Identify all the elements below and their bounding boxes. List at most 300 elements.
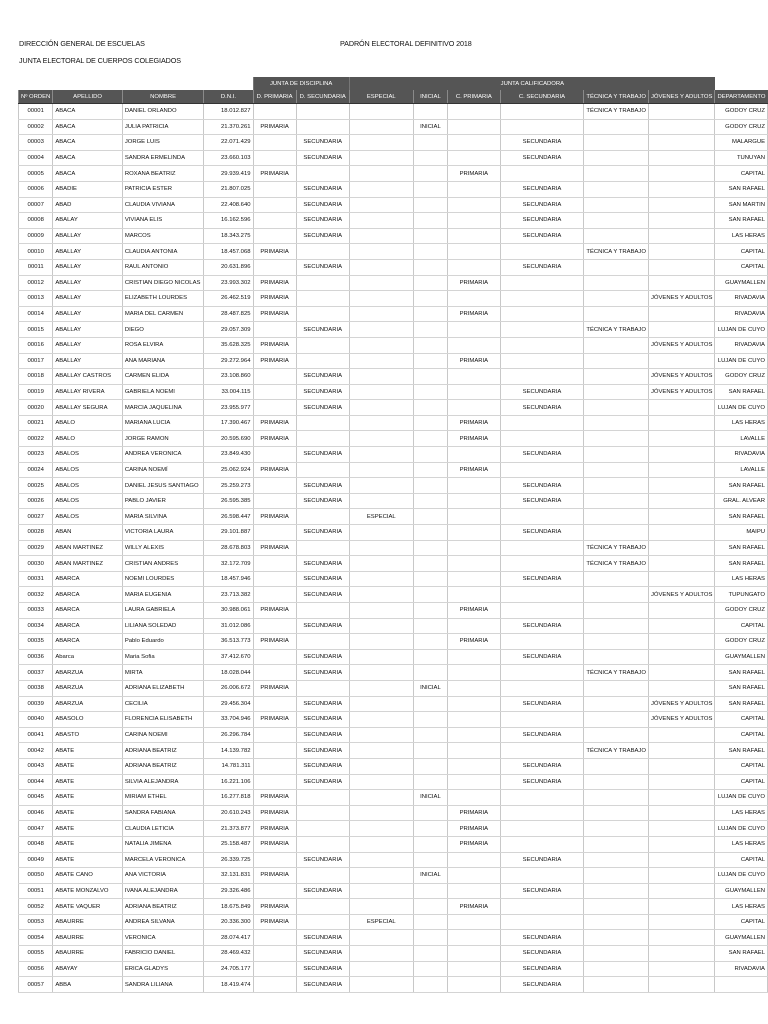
table-cell: 00052 bbox=[19, 899, 53, 915]
table-cell bbox=[648, 493, 714, 509]
table-cell bbox=[349, 478, 413, 494]
table-cell: ABATE bbox=[53, 821, 122, 837]
table-cell bbox=[253, 571, 296, 587]
table-cell: 29.939.419 bbox=[204, 166, 253, 182]
table-cell bbox=[296, 353, 349, 369]
table-cell bbox=[500, 899, 584, 915]
table-cell: ABARCA bbox=[53, 571, 122, 587]
table-cell bbox=[584, 228, 649, 244]
table-cell: ESPECIAL bbox=[349, 509, 413, 525]
table-cell: 00010 bbox=[19, 244, 53, 260]
table-cell: PRIMARIA bbox=[253, 821, 296, 837]
table-cell: ADRIANA BEATRIZ bbox=[122, 899, 204, 915]
table-cell: 00004 bbox=[19, 150, 53, 166]
table-cell: ABALLAY bbox=[53, 306, 122, 322]
table-cell: 21.373.877 bbox=[204, 821, 253, 837]
table-cell: 00015 bbox=[19, 322, 53, 338]
table-cell bbox=[296, 821, 349, 837]
table-cell: CAPITAL bbox=[715, 914, 768, 930]
table-cell: VERONICA bbox=[122, 930, 204, 946]
table-cell: SECUNDARIA bbox=[296, 228, 349, 244]
table-cell bbox=[448, 525, 500, 541]
table-cell: 00014 bbox=[19, 306, 53, 322]
table-row bbox=[19, 119, 768, 135]
table-cell bbox=[413, 852, 447, 868]
table-cell bbox=[413, 369, 447, 385]
table-cell: 29.101.887 bbox=[204, 525, 253, 541]
table-row bbox=[19, 244, 768, 260]
table-cell: RIVADAVIA bbox=[715, 291, 768, 307]
table-cell: ABACA bbox=[53, 135, 122, 151]
table-cell bbox=[448, 696, 500, 712]
table-cell: PRIMARIA bbox=[253, 603, 296, 619]
column-header: Nº ORDEN bbox=[19, 90, 53, 104]
table-cell bbox=[349, 852, 413, 868]
column-header: TÉCNICA Y TRABAJO bbox=[584, 90, 649, 104]
table-cell: INICIAL bbox=[413, 119, 447, 135]
table-cell bbox=[448, 478, 500, 494]
table-cell bbox=[584, 883, 649, 899]
table-cell bbox=[448, 104, 500, 120]
table-cell: LAS HERAS bbox=[715, 228, 768, 244]
table-cell bbox=[648, 447, 714, 463]
table-cell: ABATE bbox=[53, 805, 122, 821]
table-row bbox=[19, 727, 768, 743]
table-cell: ROXANA BEATRIZ bbox=[122, 166, 204, 182]
table-cell bbox=[584, 790, 649, 806]
table-cell: CLAUDIA LETICIA bbox=[122, 821, 204, 837]
table-cell bbox=[413, 930, 447, 946]
column-header: C. SECUNDARIA bbox=[500, 90, 584, 104]
table-cell bbox=[296, 868, 349, 884]
table-cell: NATALIA JIMENA bbox=[122, 836, 204, 852]
table-cell: ABATE bbox=[53, 774, 122, 790]
table-cell: ELIZABETH LOURDES bbox=[122, 291, 204, 307]
table-cell: CAPITAL bbox=[715, 244, 768, 260]
table-cell bbox=[648, 821, 714, 837]
table-cell bbox=[349, 369, 413, 385]
column-header: NOMBRE bbox=[122, 90, 204, 104]
table-cell: 25.158.487 bbox=[204, 836, 253, 852]
table-cell bbox=[584, 696, 649, 712]
table-cell: ABAN MARTINEZ bbox=[53, 556, 122, 572]
table-cell: PRIMARIA bbox=[253, 119, 296, 135]
table-cell bbox=[448, 977, 500, 993]
table-cell bbox=[413, 899, 447, 915]
table-cell bbox=[584, 213, 649, 229]
table-cell bbox=[448, 540, 500, 556]
table-cell: PRIMARIA bbox=[253, 353, 296, 369]
table-cell bbox=[584, 930, 649, 946]
table-cell bbox=[500, 540, 584, 556]
table-cell: ABAURRE bbox=[53, 914, 122, 930]
table-cell: FABRICIO DANIEL bbox=[122, 946, 204, 962]
table-cell: 00031 bbox=[19, 571, 53, 587]
table-cell bbox=[413, 556, 447, 572]
table-cell: ANA VICTORIA bbox=[122, 868, 204, 884]
table-cell bbox=[648, 166, 714, 182]
table-cell: ABATE bbox=[53, 852, 122, 868]
table-cell: CAPITAL bbox=[715, 852, 768, 868]
table-cell: CAPITAL bbox=[715, 166, 768, 182]
table-cell: SECUNDARIA bbox=[500, 946, 584, 962]
column-header: ESPECIAL bbox=[349, 90, 413, 104]
table-cell bbox=[448, 135, 500, 151]
table-cell: TÉCNICA Y TRABAJO bbox=[584, 743, 649, 759]
table-cell bbox=[413, 104, 447, 120]
table-cell: ABADIE bbox=[53, 181, 122, 197]
table-cell bbox=[448, 852, 500, 868]
table-cell: ABARCA bbox=[53, 603, 122, 619]
table-cell bbox=[500, 680, 584, 696]
table-cell bbox=[648, 306, 714, 322]
table-cell bbox=[253, 369, 296, 385]
table-cell: PRIMARIA bbox=[253, 868, 296, 884]
table-cell: 28.487.825 bbox=[204, 306, 253, 322]
table-cell: 00020 bbox=[19, 400, 53, 416]
table-cell bbox=[584, 181, 649, 197]
table-cell: ABALOS bbox=[53, 509, 122, 525]
table-cell bbox=[648, 961, 714, 977]
table-cell: SECUNDARIA bbox=[500, 525, 584, 541]
table-cell: 16.221.106 bbox=[204, 774, 253, 790]
table-cell bbox=[448, 680, 500, 696]
table-cell bbox=[413, 181, 447, 197]
table-cell: ABALAY bbox=[53, 213, 122, 229]
table-cell bbox=[448, 914, 500, 930]
table-cell: SECUNDARIA bbox=[500, 774, 584, 790]
table-cell: MARCOS bbox=[122, 228, 204, 244]
group-junta-calificadora: JUNTA CALIFICADORA bbox=[349, 77, 715, 90]
table-cell: GODOY CRUZ bbox=[715, 104, 768, 120]
table-cell bbox=[648, 774, 714, 790]
table-cell bbox=[349, 883, 413, 899]
table-cell: SECUNDARIA bbox=[296, 556, 349, 572]
table-cell bbox=[500, 743, 584, 759]
table-cell bbox=[296, 166, 349, 182]
table-cell: CAPITAL bbox=[715, 618, 768, 634]
table-cell: ABATE bbox=[53, 790, 122, 806]
table-cell: LUJAN DE CUYO bbox=[715, 790, 768, 806]
table-cell bbox=[349, 197, 413, 213]
table-cell: 00056 bbox=[19, 961, 53, 977]
table-cell bbox=[584, 509, 649, 525]
table-cell: PRIMARIA bbox=[253, 244, 296, 260]
table-cell: SECUNDARIA bbox=[500, 228, 584, 244]
table-cell: SECUNDARIA bbox=[296, 696, 349, 712]
table-cell bbox=[349, 462, 413, 478]
table-cell: RIVADAVIA bbox=[715, 337, 768, 353]
table-cell: 16.277.818 bbox=[204, 790, 253, 806]
table-row bbox=[19, 587, 768, 603]
table-cell bbox=[253, 493, 296, 509]
table-row bbox=[19, 540, 768, 556]
table-cell: 18.675.849 bbox=[204, 899, 253, 915]
table-cell bbox=[349, 431, 413, 447]
table-cell: ABALLAY bbox=[53, 259, 122, 275]
table-cell bbox=[253, 150, 296, 166]
table-row bbox=[19, 509, 768, 525]
table-cell: SECUNDARIA bbox=[296, 384, 349, 400]
table-cell: SECUNDARIA bbox=[500, 883, 584, 899]
table-cell bbox=[413, 603, 447, 619]
table-cell: 00051 bbox=[19, 883, 53, 899]
table-cell bbox=[584, 135, 649, 151]
table-cell: ABAURRE bbox=[53, 946, 122, 962]
table-cell bbox=[648, 883, 714, 899]
table-cell: LUJAN DE CUYO bbox=[715, 400, 768, 416]
table-cell: SAN RAFAEL bbox=[715, 181, 768, 197]
table-cell: PRIMARIA bbox=[448, 462, 500, 478]
table-row bbox=[19, 415, 768, 431]
table-row bbox=[19, 556, 768, 572]
table-cell bbox=[584, 587, 649, 603]
table-cell: SECUNDARIA bbox=[296, 758, 349, 774]
table-cell: SAN RAFAEL bbox=[715, 213, 768, 229]
table-cell: NOEMI LOURDES bbox=[122, 571, 204, 587]
table-cell: 33.004.115 bbox=[204, 384, 253, 400]
table-cell: 23.660.103 bbox=[204, 150, 253, 166]
table-cell bbox=[648, 228, 714, 244]
table-cell: SECUNDARIA bbox=[296, 213, 349, 229]
table-row bbox=[19, 758, 768, 774]
table-cell bbox=[253, 727, 296, 743]
table-cell: 00027 bbox=[19, 509, 53, 525]
table-cell bbox=[584, 431, 649, 447]
table-cell: ABARZUA bbox=[53, 680, 122, 696]
table-cell: SECUNDARIA bbox=[296, 774, 349, 790]
table-cell: SECUNDARIA bbox=[500, 961, 584, 977]
table-cell: ERICA GLADYS bbox=[122, 961, 204, 977]
table-cell: PRIMARIA bbox=[253, 540, 296, 556]
table-cell bbox=[584, 603, 649, 619]
table-cell: SECUNDARIA bbox=[296, 883, 349, 899]
column-header: C. PRIMARIA bbox=[448, 90, 500, 104]
table-cell: ABARCA bbox=[53, 618, 122, 634]
table-cell bbox=[413, 587, 447, 603]
table-cell: CLAUDIA VIVIANA bbox=[122, 197, 204, 213]
table-cell: ABBA bbox=[53, 977, 122, 993]
table-cell bbox=[349, 727, 413, 743]
table-cell: SECUNDARIA bbox=[500, 213, 584, 229]
table-cell: TUNUYAN bbox=[715, 150, 768, 166]
table-cell bbox=[296, 244, 349, 260]
table-cell bbox=[253, 447, 296, 463]
table-cell: PRIMARIA bbox=[253, 291, 296, 307]
table-body bbox=[19, 104, 768, 993]
table-cell: PRIMARIA bbox=[448, 415, 500, 431]
table-cell bbox=[296, 306, 349, 322]
table-cell bbox=[500, 322, 584, 338]
table-cell: 29.057.309 bbox=[204, 322, 253, 338]
table-cell bbox=[349, 774, 413, 790]
table-cell bbox=[584, 727, 649, 743]
table-cell: ABACA bbox=[53, 119, 122, 135]
table-cell: SECUNDARIA bbox=[296, 135, 349, 151]
table-cell: 00035 bbox=[19, 634, 53, 650]
table-cell bbox=[253, 977, 296, 993]
table-cell bbox=[648, 634, 714, 650]
table-cell bbox=[413, 774, 447, 790]
table-cell bbox=[253, 883, 296, 899]
table-cell: 00049 bbox=[19, 852, 53, 868]
table-cell bbox=[448, 213, 500, 229]
table-cell bbox=[584, 337, 649, 353]
table-cell bbox=[584, 166, 649, 182]
table-cell bbox=[584, 493, 649, 509]
table-cell: 00033 bbox=[19, 603, 53, 619]
table-cell: PRIMARIA bbox=[448, 353, 500, 369]
table-cell bbox=[413, 462, 447, 478]
column-header-row bbox=[19, 90, 768, 104]
table-cell bbox=[253, 322, 296, 338]
table-cell bbox=[296, 415, 349, 431]
table-cell bbox=[349, 930, 413, 946]
table-cell bbox=[349, 400, 413, 416]
table-row bbox=[19, 712, 768, 728]
table-cell bbox=[584, 400, 649, 416]
table-cell bbox=[349, 977, 413, 993]
table-cell: 00013 bbox=[19, 291, 53, 307]
table-cell: ABARZUA bbox=[53, 665, 122, 681]
table-cell bbox=[448, 556, 500, 572]
table-cell bbox=[648, 275, 714, 291]
table-cell bbox=[413, 821, 447, 837]
table-cell bbox=[253, 961, 296, 977]
table-cell bbox=[500, 275, 584, 291]
table-cell bbox=[253, 696, 296, 712]
table-cell: CAPITAL bbox=[715, 712, 768, 728]
table-cell bbox=[413, 649, 447, 665]
table-cell bbox=[648, 556, 714, 572]
table-cell bbox=[500, 914, 584, 930]
table-cell: CLAUDIA ANTONIA bbox=[122, 244, 204, 260]
table-cell: 23.955.977 bbox=[204, 400, 253, 416]
table-cell: CRISTIAN DIEGO NICOLAS bbox=[122, 275, 204, 291]
table-cell: LUJAN DE CUYO bbox=[715, 868, 768, 884]
table-cell: Pablo Eduardo bbox=[122, 634, 204, 650]
table-cell: INICIAL bbox=[413, 868, 447, 884]
table-row bbox=[19, 961, 768, 977]
table-cell: CARINA NOEMÍ bbox=[122, 462, 204, 478]
table-cell bbox=[500, 587, 584, 603]
table-cell bbox=[448, 197, 500, 213]
table-cell: 00057 bbox=[19, 977, 53, 993]
table-cell: TÉCNICA Y TRABAJO bbox=[584, 244, 649, 260]
table-cell: JÓVENES Y ADULTOS bbox=[648, 369, 714, 385]
table-cell: JORGE RAMON bbox=[122, 431, 204, 447]
table-cell bbox=[448, 649, 500, 665]
table-row bbox=[19, 774, 768, 790]
table-cell: SAN RAFAEL bbox=[715, 743, 768, 759]
table-cell: 26.598.447 bbox=[204, 509, 253, 525]
table-cell bbox=[448, 493, 500, 509]
table-cell: ABALLAY bbox=[53, 322, 122, 338]
table-cell: PRIMARIA bbox=[253, 836, 296, 852]
table-row bbox=[19, 228, 768, 244]
table-cell: SANDRA ERMELINDA bbox=[122, 150, 204, 166]
table-cell: 18.012.827 bbox=[204, 104, 253, 120]
table-cell: CAPITAL bbox=[715, 259, 768, 275]
table-cell: VIVIANA ELIS bbox=[122, 213, 204, 229]
table-cell: 22.408.640 bbox=[204, 197, 253, 213]
table-cell bbox=[648, 758, 714, 774]
table-cell: DANIEL ORLANDO bbox=[122, 104, 204, 120]
table-cell: LUJAN DE CUYO bbox=[715, 322, 768, 338]
table-cell bbox=[648, 197, 714, 213]
table-cell: 32.131.831 bbox=[204, 868, 253, 884]
table-cell bbox=[296, 790, 349, 806]
table-cell: LUJAN DE CUYO bbox=[715, 353, 768, 369]
table-cell: 21.370.261 bbox=[204, 119, 253, 135]
table-cell: ABASTO bbox=[53, 727, 122, 743]
table-cell: 26.296.784 bbox=[204, 727, 253, 743]
table-cell: SECUNDARIA bbox=[296, 181, 349, 197]
table-cell: TÉCNICA Y TRABAJO bbox=[584, 556, 649, 572]
table-cell bbox=[296, 899, 349, 915]
table-cell bbox=[648, 415, 714, 431]
table-cell bbox=[584, 868, 649, 884]
table-cell: CAPITAL bbox=[715, 774, 768, 790]
column-header: APELLIDO bbox=[53, 90, 122, 104]
table-cell: PRIMARIA bbox=[448, 634, 500, 650]
table-cell: RAUL ANTONIO bbox=[122, 259, 204, 275]
table-cell: 00037 bbox=[19, 665, 53, 681]
table-cell bbox=[413, 634, 447, 650]
table-cell: TÉCNICA Y TRABAJO bbox=[584, 540, 649, 556]
table-cell bbox=[648, 150, 714, 166]
table-cell bbox=[349, 571, 413, 587]
table-cell bbox=[584, 618, 649, 634]
table-row bbox=[19, 384, 768, 400]
table-cell: SECUNDARIA bbox=[500, 197, 584, 213]
table-cell: PRIMARIA bbox=[253, 914, 296, 930]
table-cell: RIVADAVIA bbox=[715, 306, 768, 322]
table-cell bbox=[500, 337, 584, 353]
table-cell bbox=[296, 540, 349, 556]
table-cell: LAVALLE bbox=[715, 462, 768, 478]
table-cell bbox=[253, 197, 296, 213]
table-cell bbox=[500, 603, 584, 619]
table-cell bbox=[648, 618, 714, 634]
table-cell bbox=[349, 306, 413, 322]
table-cell: JULIA PATRICIA bbox=[122, 119, 204, 135]
table-cell bbox=[448, 883, 500, 899]
table-cell: SECUNDARIA bbox=[500, 150, 584, 166]
table-cell: PRIMARIA bbox=[448, 603, 500, 619]
table-row bbox=[19, 930, 768, 946]
table-cell bbox=[648, 244, 714, 260]
table-cell bbox=[349, 228, 413, 244]
table-cell bbox=[413, 758, 447, 774]
table-cell bbox=[413, 213, 447, 229]
table-cell: LAVALLE bbox=[715, 431, 768, 447]
table-cell: 20.610.243 bbox=[204, 805, 253, 821]
table-cell bbox=[648, 930, 714, 946]
table-cell: 26.006.672 bbox=[204, 680, 253, 696]
table-cell: 00030 bbox=[19, 556, 53, 572]
table-row bbox=[19, 977, 768, 993]
table-cell: PRIMARIA bbox=[253, 306, 296, 322]
table-cell: SECUNDARIA bbox=[500, 727, 584, 743]
table-cell: PRIMARIA bbox=[253, 712, 296, 728]
table-cell bbox=[648, 790, 714, 806]
table-cell bbox=[448, 790, 500, 806]
table-row bbox=[19, 104, 768, 120]
table-cell bbox=[584, 805, 649, 821]
table-cell: ABARZUA bbox=[53, 696, 122, 712]
table-row bbox=[19, 696, 768, 712]
